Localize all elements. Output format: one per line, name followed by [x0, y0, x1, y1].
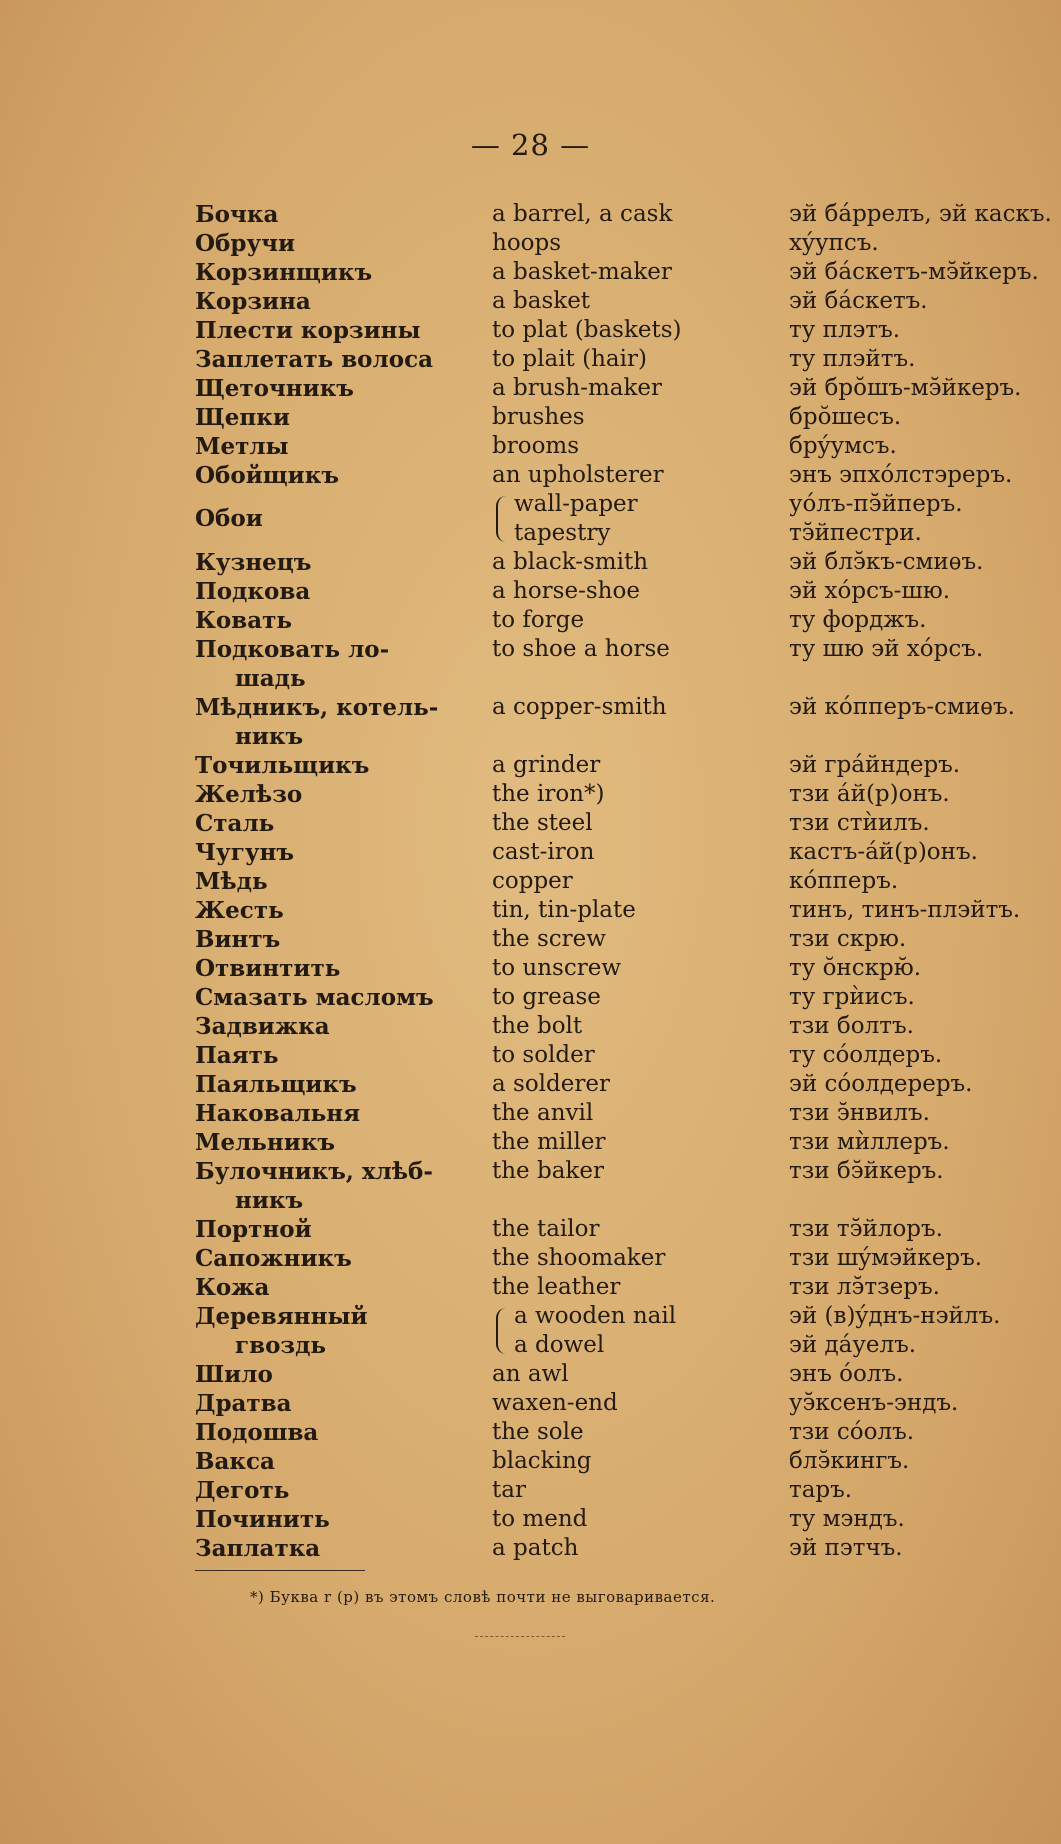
russian-word: Винтъ — [195, 926, 281, 953]
footnote-rule — [195, 1570, 365, 1571]
english-word: tar — [492, 1477, 526, 1503]
transcription: тзи мѝллеръ. — [789, 1129, 950, 1155]
russian-word: Портной — [195, 1216, 312, 1243]
transcription: эй бáскетъ. — [789, 288, 928, 314]
english-word: the bolt — [492, 1013, 583, 1039]
russian-word: Обойщикъ — [195, 462, 339, 489]
russian-word: Паять — [195, 1042, 279, 1069]
transcription: ту шю эй хóрсъ. — [789, 636, 984, 662]
transcription: тзи сóолъ. — [789, 1419, 915, 1445]
transcription: уэ̆ксенъ-эндъ. — [789, 1390, 959, 1416]
transcription: эй хóрсъ-шю. — [789, 578, 951, 604]
english-word: tapestry — [514, 520, 611, 546]
vocabulary-row — [0, 1447, 1061, 1476]
transcription: эй (в)ýднъ-нэйлъ. — [789, 1303, 1001, 1329]
vocabulary-row — [0, 548, 1061, 577]
english-word: the miller — [492, 1129, 606, 1155]
vocabulary-row — [0, 1128, 1061, 1157]
vocabulary-row — [0, 780, 1061, 809]
english-word: to unscrew — [492, 955, 622, 981]
russian-word: Желѣзо — [195, 781, 303, 808]
english-word: a black-smith — [492, 549, 649, 575]
transcription: эй брŏшъ-мэ̆йкеръ. — [789, 375, 1022, 401]
english-word: to mend — [492, 1506, 588, 1532]
russian-word: Точильщикъ — [195, 752, 370, 779]
russian-word: Смазать масломъ — [195, 984, 434, 1011]
transcription: тзи стѝилъ. — [789, 810, 930, 836]
russian-word — [195, 635, 389, 693]
vocabulary-row — [0, 1099, 1061, 1128]
russian-word: Сапожникъ — [195, 1245, 352, 1272]
transcription: кóпперъ. — [789, 868, 899, 894]
russian-word: Корзина — [195, 288, 311, 315]
english-word: copper — [492, 868, 573, 894]
vocabulary-row — [0, 838, 1061, 867]
vocabulary-row — [0, 1273, 1061, 1302]
english-word: wall-paper — [514, 491, 638, 517]
russian-word: Чугунъ — [195, 839, 295, 866]
vocabulary-row — [0, 751, 1061, 780]
russian-word: Заплатка — [195, 1535, 321, 1562]
russian-word — [195, 693, 438, 751]
vocabulary-row — [0, 1360, 1061, 1389]
vocabulary-row — [0, 693, 1061, 751]
russian-word: Починить — [195, 1506, 330, 1533]
english-word: cast-iron — [492, 839, 595, 865]
russian-word: Обои — [195, 505, 263, 532]
transcription: ту сóолдеръ. — [789, 1042, 943, 1068]
transcription: тзи áй(р)онъ. — [789, 781, 950, 807]
english-word: to grease — [492, 984, 601, 1010]
footnote: *) Буква r (р) въ этомъ словѣ почти не выговаривается. — [250, 1588, 716, 1606]
russian-word: Наковальня — [195, 1100, 361, 1127]
transcription: тзи э̆нвилъ. — [789, 1100, 930, 1126]
russian-word: Дратва — [195, 1390, 292, 1417]
transcription: энъ эпхóлстэреръ. — [789, 462, 1013, 488]
transcription: тзи тэ̆йлоръ. — [789, 1216, 943, 1242]
english-word: to solder — [492, 1042, 595, 1068]
english-word: the tailor — [492, 1216, 600, 1242]
russian-word: Сталь — [195, 810, 275, 837]
english-word: blacking — [492, 1448, 592, 1474]
transcription: эй сóолдереръ. — [789, 1071, 973, 1097]
vocabulary-row — [0, 287, 1061, 316]
english-word: the iron*) — [492, 781, 605, 807]
transcription: уóлъ-пэ̆йперъ. — [789, 491, 963, 517]
transcription: тзи болтъ. — [789, 1013, 914, 1039]
transcription: эй блэ̆къ-смиѳъ. — [789, 549, 984, 575]
english-word: a solderer — [492, 1071, 610, 1097]
russian-word: Заплетать волоса — [195, 346, 433, 373]
vocabulary-row — [0, 316, 1061, 345]
vocabulary-row — [0, 1534, 1061, 1563]
vocabulary-row — [0, 1244, 1061, 1273]
english-word: a patch — [492, 1535, 579, 1561]
transcription: тзи скрю. — [789, 926, 907, 952]
vocabulary-row — [0, 1418, 1061, 1447]
russian-word-continuation: гвоздь — [235, 1332, 327, 1359]
transcription: ту ŏнскрю̆. — [789, 955, 922, 981]
russian-word-line: Подковать ло- — [195, 636, 390, 663]
english-word: the steel — [492, 810, 593, 836]
transcription: эй пэтчъ. — [789, 1535, 903, 1561]
vocabulary-row — [0, 403, 1061, 432]
transcription: эй бáррелъ, эй каскъ. — [789, 201, 1052, 227]
russian-word: Отвинтить — [195, 955, 341, 982]
english-word: to plait (hair) — [492, 346, 647, 372]
vocabulary-row — [0, 809, 1061, 838]
russian-word: Подкова — [195, 578, 311, 605]
russian-word: Задвижка — [195, 1013, 330, 1040]
vocabulary-row — [0, 200, 1061, 229]
page-number: — 28 — — [470, 128, 591, 162]
english-word: a barrel, a cask — [492, 201, 673, 227]
vocabulary-row — [0, 258, 1061, 287]
russian-word — [195, 1302, 368, 1360]
transcription-variants — [789, 490, 963, 548]
english-word: brushes — [492, 404, 585, 430]
end-ornament — [475, 1636, 565, 1637]
english-word: a dowel — [514, 1332, 605, 1358]
english-word: hoops — [492, 230, 562, 256]
vocabulary-row — [0, 1157, 1061, 1215]
vocabulary-row — [0, 1012, 1061, 1041]
vocabulary-row — [0, 1505, 1061, 1534]
russian-word-line: Мѣдникъ, котель- — [195, 694, 439, 721]
vocabulary-row — [0, 925, 1061, 954]
vocabulary-row — [0, 577, 1061, 606]
vocabulary-list — [0, 200, 1061, 1563]
russian-word: Обручи — [195, 230, 296, 257]
english-word: to plat (baskets) — [492, 317, 682, 343]
vocabulary-row — [0, 1041, 1061, 1070]
english-variants — [492, 490, 638, 548]
transcription: ту плэтъ. — [789, 317, 901, 343]
vocabulary-row — [0, 896, 1061, 925]
english-word: a wooden nail — [514, 1303, 677, 1329]
vocabulary-row — [0, 490, 1061, 548]
vocabulary-row — [0, 432, 1061, 461]
english-word: a copper-smith — [492, 694, 667, 720]
transcription: тэ̆йпестри. — [789, 520, 922, 546]
russian-word-line: Деревянный — [195, 1303, 368, 1330]
english-word: a grinder — [492, 752, 601, 778]
transcription: эй грáйндеръ. — [789, 752, 961, 778]
transcription: ту плэйтъ. — [789, 346, 916, 372]
vocabulary-row — [0, 954, 1061, 983]
russian-word: Шило — [195, 1361, 273, 1388]
english-word: brooms — [492, 433, 580, 459]
transcription: тзи бэ̆йкеръ. — [789, 1158, 944, 1184]
vocabulary-row — [0, 606, 1061, 635]
english-variants — [492, 1302, 676, 1360]
russian-word: Метлы — [195, 433, 289, 460]
english-word: waxen-end — [492, 1390, 618, 1416]
transcription: тзи лэ̆тзеръ. — [789, 1274, 940, 1300]
russian-word: Мѣдь — [195, 868, 268, 895]
transcription: эй дáуелъ. — [789, 1332, 917, 1358]
vocabulary-row — [0, 1302, 1061, 1360]
vocabulary-row — [0, 1070, 1061, 1099]
transcription: хýупсъ. — [789, 230, 879, 256]
vocabulary-row — [0, 345, 1061, 374]
russian-word: Паяльщикъ — [195, 1071, 357, 1098]
russian-word: Плести корзины — [195, 317, 421, 344]
english-word: tin, tin-plate — [492, 897, 636, 923]
transcription: брýумсъ. — [789, 433, 897, 459]
russian-word: Мельникъ — [195, 1129, 336, 1156]
vocabulary-row — [0, 461, 1061, 490]
russian-word: Вакса — [195, 1448, 275, 1475]
russian-word: Жесть — [195, 897, 284, 924]
russian-word-continuation: никъ — [235, 1187, 304, 1214]
english-word: an upholsterer — [492, 462, 664, 488]
transcription: кастъ-áй(р)онъ. — [789, 839, 978, 865]
english-word: the anvil — [492, 1100, 594, 1126]
transcription: тинъ, тинъ-плэйтъ. — [789, 897, 1021, 923]
russian-word: Кузнецъ — [195, 549, 312, 576]
transcription: блэ̆кингъ. — [789, 1448, 910, 1474]
transcription: эй кóпперъ-смиѳъ. — [789, 694, 1015, 720]
english-word: the leather — [492, 1274, 621, 1300]
russian-word-continuation: никъ — [235, 723, 304, 750]
vocabulary-row — [0, 1476, 1061, 1505]
transcription: брŏшесъ. — [789, 404, 902, 430]
english-word: the baker — [492, 1158, 604, 1184]
vocabulary-row — [0, 229, 1061, 258]
russian-word-line: Булочникъ, хлѣб- — [195, 1158, 433, 1185]
english-word: to shoe a horse — [492, 636, 670, 662]
transcription: ту форджъ. — [789, 607, 927, 633]
english-word: an awl — [492, 1361, 569, 1387]
vocabulary-row — [0, 635, 1061, 693]
vocabulary-row — [0, 1215, 1061, 1244]
transcription: ту мэндъ. — [789, 1506, 905, 1532]
russian-word: Щеточникъ — [195, 375, 354, 402]
vocabulary-row — [0, 374, 1061, 403]
english-word: the shoomaker — [492, 1245, 666, 1271]
vocabulary-row — [0, 983, 1061, 1012]
transcription: таръ. — [789, 1477, 853, 1503]
english-word: the sole — [492, 1419, 584, 1445]
russian-word: Бочка — [195, 201, 279, 228]
english-word: a horse-shoe — [492, 578, 640, 604]
english-word: to forge — [492, 607, 585, 633]
russian-word: Кожа — [195, 1274, 270, 1301]
english-word: the screw — [492, 926, 606, 952]
transcription-variants — [789, 1302, 1000, 1360]
russian-word: Подошва — [195, 1419, 319, 1446]
russian-word: Корзинщикъ — [195, 259, 373, 286]
vocabulary-row — [0, 1389, 1061, 1418]
russian-word: Ковать — [195, 607, 293, 634]
english-word: a basket — [492, 288, 591, 314]
english-word: a brush-maker — [492, 375, 663, 401]
russian-word — [195, 1157, 433, 1215]
russian-word-continuation: шадь — [235, 665, 306, 692]
vocabulary-row — [0, 867, 1061, 896]
russian-word: Деготь — [195, 1477, 290, 1504]
russian-word: Щепки — [195, 404, 290, 431]
transcription: ту грѝисъ. — [789, 984, 915, 1010]
english-word: a basket-maker — [492, 259, 672, 285]
transcription: тзи шýмэйкеръ. — [789, 1245, 983, 1271]
transcription: эй бáскетъ-мэ̆йкеръ. — [789, 259, 1039, 285]
transcription: энъ óолъ. — [789, 1361, 904, 1387]
